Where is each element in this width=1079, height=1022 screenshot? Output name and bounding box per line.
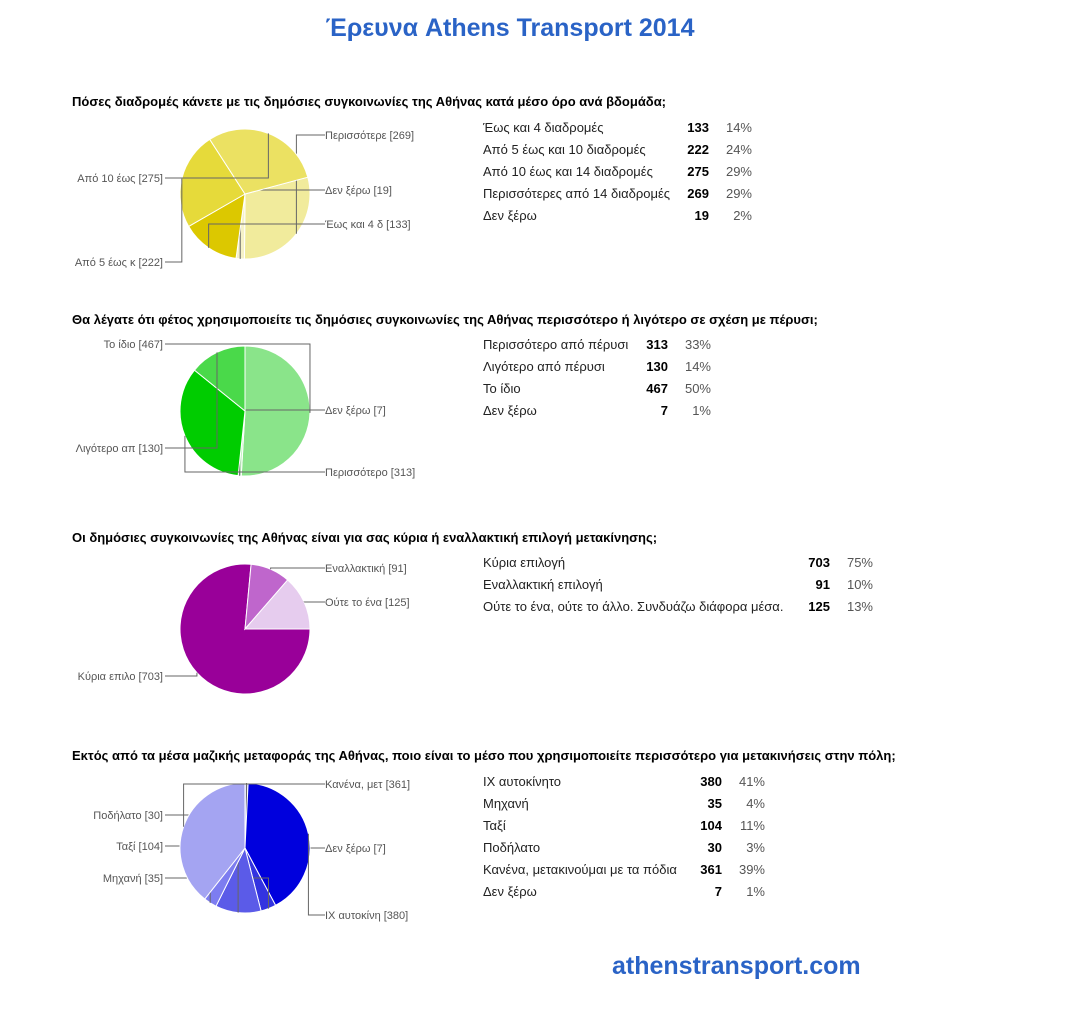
slice-label: Δεν ξέρω [7]	[325, 405, 386, 417]
row-percent: 75%	[846, 554, 873, 570]
slice-label: Λιγότερο απ [130]	[75, 443, 163, 455]
summary-table	[483, 333, 711, 421]
table-row	[483, 814, 765, 836]
row-count: 313	[646, 336, 668, 352]
slice-label: Δεν ξέρω [19]	[325, 185, 392, 197]
slice-label: Έως και 4 δ [133]	[325, 219, 411, 231]
pie-slice	[241, 346, 310, 476]
table-row	[483, 116, 752, 138]
slice-label: Δεν ξέρω [7]	[325, 843, 386, 855]
slice-label: Εναλλακτική [91]	[325, 563, 407, 575]
table-row	[483, 204, 752, 226]
row-label: Ούτε το ένα, ούτε το άλλο. Συνδυάζω διάφορα μέσα.	[483, 598, 784, 614]
slice-label: IX αυτοκίνη [380]	[325, 910, 409, 922]
row-label: Από 5 έως και 10 διαδρομές	[483, 141, 646, 157]
table-row	[483, 399, 711, 421]
pie-chart-other-transport	[60, 768, 440, 928]
table-row	[483, 355, 711, 377]
slice-label: Ταξί [104]	[116, 841, 163, 853]
table-row	[483, 770, 765, 792]
slice-label: Από 10 έως [275]	[77, 173, 163, 185]
page-title: Έρευνα Athens Transport 2014	[325, 14, 695, 42]
row-count: 380	[700, 773, 722, 789]
row-label: Ποδήλατο	[483, 839, 541, 855]
row-count: 275	[687, 163, 709, 179]
table-row	[483, 836, 765, 858]
row-label: Έως και 4 διαδρομές	[483, 119, 604, 135]
row-count: 222	[687, 141, 709, 157]
row-percent: 14%	[725, 119, 752, 135]
row-count: 91	[815, 576, 830, 592]
row-percent: 10%	[846, 576, 873, 592]
pie-chart-primary-choice	[60, 550, 440, 710]
row-count: 361	[700, 861, 722, 877]
pie-chart-weekly-trips	[60, 112, 440, 282]
pie-chart-usage-change	[60, 330, 440, 490]
row-percent: 24%	[725, 141, 752, 157]
row-count: 133	[687, 119, 709, 135]
question-title: Εκτός από τα μέσα μαζικής μεταφοράς της Αθήνας, ποιο είναι το μέσο που χρησιμοποιείτε περισσότερο για μετακινήσεις στην πόλη;	[72, 748, 896, 763]
row-label: Κύρια επιλογή	[483, 554, 566, 570]
row-percent: 29%	[725, 185, 752, 201]
row-percent: 29%	[725, 163, 752, 179]
table-row	[483, 595, 873, 617]
table-row	[483, 333, 711, 355]
summary-table	[483, 116, 752, 226]
row-label: IX αυτοκίνητο	[483, 773, 561, 789]
footer-website: athenstransport.com	[612, 952, 861, 980]
row-percent: 11%	[739, 817, 765, 833]
table-row	[483, 573, 873, 595]
question-title: Πόσες διαδρομές κάνετε με τις δημόσιες συγκοινωνίες της Αθήνας κατά μέσο όρο ανά βδομάδα;	[72, 94, 667, 109]
row-count: 7	[714, 883, 722, 899]
row-count: 269	[687, 185, 709, 201]
table-row	[483, 377, 711, 399]
question-title: Οι δημόσιες συγκοινωνίες της Αθήνας είναι για σας κύρια ή εναλλακτική επιλογή μετακίνησης;	[72, 530, 658, 545]
row-percent: 2%	[733, 207, 752, 223]
table-row	[483, 182, 752, 204]
row-percent: 41%	[738, 773, 765, 789]
row-label: Μηχανή	[483, 795, 529, 811]
leader-line	[271, 568, 325, 569]
table-row	[483, 551, 873, 573]
slice-label: Κύρια επιλο [703]	[77, 671, 163, 683]
table-row	[483, 792, 765, 814]
slice-label: Από 5 έως κ [222]	[74, 257, 163, 269]
row-count: 30	[707, 839, 722, 855]
row-label: Περισσότερες από 14 διαδρομές	[483, 185, 671, 201]
row-percent: 39%	[738, 861, 765, 877]
table-row	[483, 880, 765, 902]
row-label: Δεν ξέρω	[483, 402, 537, 418]
row-count: 7	[660, 402, 668, 418]
row-count: 467	[646, 380, 668, 396]
slice-label: Περισσότερο [313]	[325, 467, 416, 479]
row-label: Λιγότερο από πέρυσι	[483, 358, 605, 374]
table-row	[483, 160, 752, 182]
slice-label: Το ίδιο [467]	[103, 339, 163, 351]
row-percent: 3%	[746, 839, 765, 855]
row-label: Δεν ξέρω	[483, 883, 537, 899]
row-label: Ταξί	[483, 817, 506, 833]
leader-line	[165, 673, 197, 676]
summary-table	[483, 551, 873, 617]
row-label: Από 10 έως και 14 διαδρομές	[483, 163, 653, 179]
row-count: 125	[808, 598, 830, 614]
table-row	[483, 138, 752, 160]
slice-label: Μηχανή [35]	[102, 873, 163, 885]
row-count: 19	[694, 207, 709, 223]
slice-label: Ποδήλατο [30]	[93, 810, 163, 822]
row-label: Δεν ξέρω	[483, 207, 537, 223]
row-label: Κανένα, μετακινούμαι με τα πόδια	[483, 861, 677, 877]
row-percent: 4%	[746, 795, 765, 811]
slice-label: Ούτε το ένα [125]	[325, 597, 410, 609]
row-label: Περισσότερο από πέρυσι	[483, 336, 629, 352]
slice-label: Κανένα, μετ [361]	[325, 779, 411, 791]
row-percent: 50%	[684, 380, 711, 396]
leader-line	[165, 179, 182, 262]
question-title: Θα λέγατε ότι φέτος χρησιμοποιείτε τις δημόσιες συγκοινωνίες της Αθήνας περισσότερο ή λιγότερο σε σχέση με πέρυσι;	[72, 312, 818, 327]
row-percent: 14%	[684, 358, 711, 374]
row-percent: 13%	[846, 598, 873, 614]
summary-table	[483, 770, 765, 902]
row-label: Εναλλακτική επιλογή	[483, 576, 603, 592]
row-percent: 1%	[692, 402, 711, 418]
table-row	[483, 858, 765, 880]
row-count: 35	[707, 795, 722, 811]
leader-line	[308, 834, 325, 915]
row-label: Το ίδιο	[483, 380, 521, 396]
row-percent: 1%	[746, 883, 765, 899]
row-count: 703	[808, 554, 830, 570]
row-count: 130	[646, 358, 668, 374]
slice-label: Περισσότερε [269]	[325, 130, 415, 142]
row-count: 104	[700, 817, 722, 833]
row-percent: 33%	[684, 336, 711, 352]
